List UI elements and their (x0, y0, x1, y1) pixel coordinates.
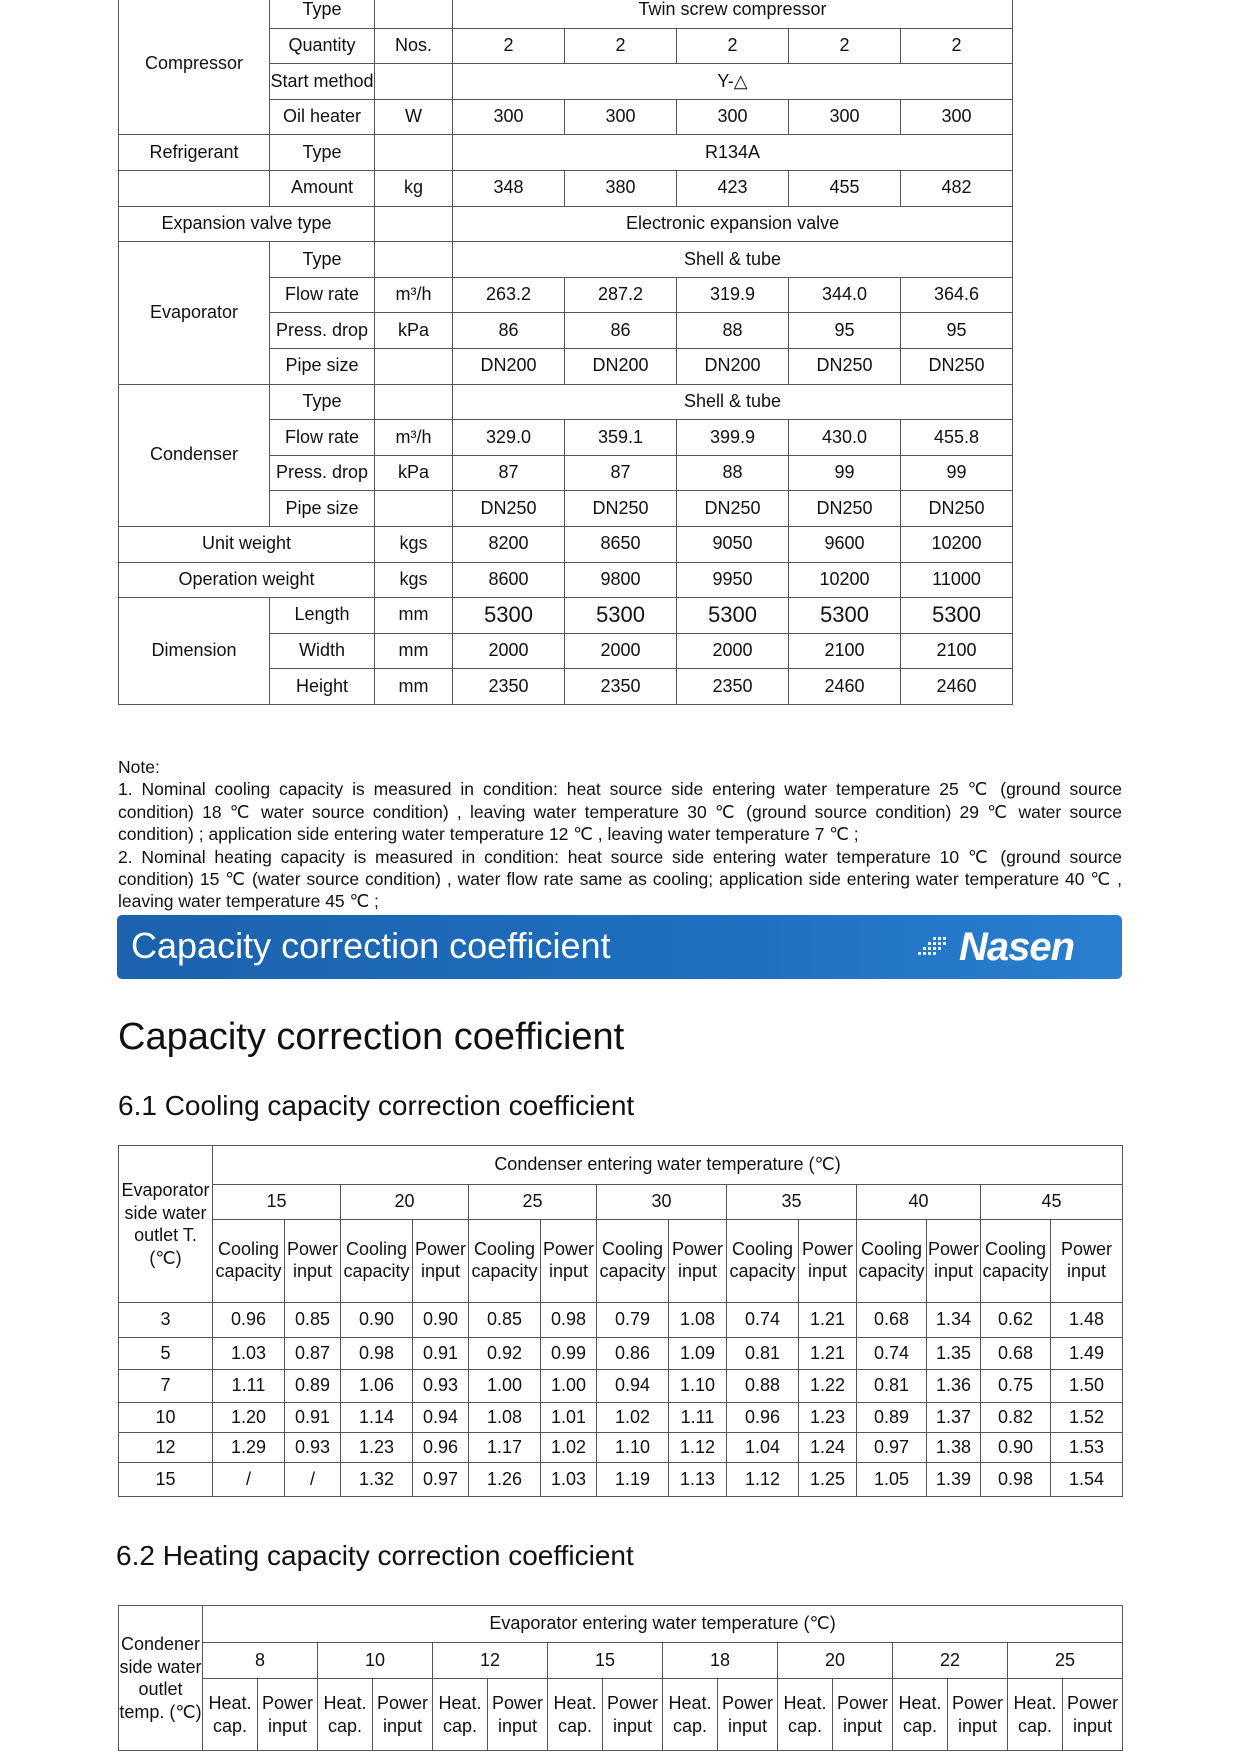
spec-param: Type (270, 384, 375, 420)
cooling-value: / (213, 1463, 285, 1497)
cooling-row-temp: 15 (119, 1463, 213, 1497)
spec-value: 5300 (677, 598, 789, 634)
spec-unit (375, 0, 453, 28)
spec-value: 2100 (901, 633, 1013, 669)
heating-header-row (119, 1606, 1123, 1643)
cooling-col-power: Power input (413, 1220, 469, 1303)
spec-row-refrigerant-amount (119, 170, 1013, 206)
note-2: 2. Nominal heating capacity is measured in condition: heat source side entering water temperature 10 ℃ (ground source condition) 15 ℃ (water source condition) , water flow rate same as cooling; application side entering water temperature 40 ℃ , leaving water temperature 45 ℃ ; (118, 846, 1122, 912)
spec-param: Type (270, 135, 375, 171)
cooling-value: 0.75 (981, 1370, 1051, 1403)
spec-unit: kPa (375, 313, 453, 349)
spec-value: 348 (453, 170, 565, 206)
cooling-value: 1.52 (1051, 1403, 1123, 1433)
spec-value: 10200 (901, 526, 1013, 562)
cooling-value: 1.02 (541, 1433, 597, 1463)
cooling-value: 0.87 (285, 1338, 341, 1370)
cooling-data-row (119, 1370, 1123, 1403)
spec-value: 287.2 (565, 277, 677, 313)
cooling-value: 1.23 (341, 1433, 413, 1463)
spec-unit: mm (375, 669, 453, 705)
cooling-temp: 25 (469, 1185, 597, 1220)
spec-merged-value: Electronic expansion valve (453, 206, 1013, 242)
cooling-value: 1.04 (727, 1433, 799, 1463)
cooling-value: 0.85 (469, 1303, 541, 1338)
cooling-value: 0.68 (857, 1303, 927, 1338)
cooling-value: 1.10 (669, 1370, 727, 1403)
cooling-subheader-row (119, 1220, 1123, 1303)
cooling-value: 1.11 (213, 1370, 285, 1403)
cooling-col-power: Power input (541, 1220, 597, 1303)
spec-value: 99 (789, 455, 901, 491)
cooling-value: 0.88 (727, 1370, 799, 1403)
heating-subtitle: 6.2 Heating capacity correction coefficient (116, 1540, 634, 1571)
cooling-value: 0.85 (285, 1303, 341, 1338)
cooling-value: 0.91 (413, 1338, 469, 1370)
spec-unit: kgs (375, 562, 453, 598)
cooling-value: 1.24 (799, 1433, 857, 1463)
heating-temp: 8 (203, 1643, 318, 1679)
spec-value: 5300 (565, 598, 677, 634)
cooling-value: 1.00 (469, 1370, 541, 1403)
cooling-value: 1.48 (1051, 1303, 1123, 1338)
heating-col-capacity: Heat. cap. (1008, 1679, 1063, 1751)
spec-param: Press. drop (270, 455, 375, 491)
spec-unit (375, 64, 453, 100)
spec-group-unit-weight: Unit weight (119, 526, 375, 562)
section-title: Capacity correction coefficient (118, 1016, 625, 1058)
spec-value: 364.6 (901, 277, 1013, 313)
cooling-value: 1.49 (1051, 1338, 1123, 1370)
heating-temp-row (119, 1643, 1123, 1679)
cooling-value: 0.93 (413, 1370, 469, 1403)
cooling-value: 1.23 (799, 1403, 857, 1433)
cooling-column-group-header: Condenser entering water temperature (℃) (213, 1146, 1123, 1185)
spec-value: 300 (789, 99, 901, 135)
spec-value: DN250 (453, 491, 565, 527)
cooling-value: 1.10 (597, 1433, 669, 1463)
spec-value: 8600 (453, 562, 565, 598)
spec-unit (375, 135, 453, 171)
spec-param: Pipe size (270, 348, 375, 384)
heating-col-power: Power input (373, 1679, 433, 1751)
banner-title: Capacity correction coefficient (131, 925, 611, 966)
spec-value: 86 (565, 313, 677, 349)
cooling-value: 0.90 (981, 1433, 1051, 1463)
cooling-temp: 15 (213, 1185, 341, 1220)
cooling-row-header: Evaporator side water outlet T. (℃) (119, 1146, 213, 1303)
cooling-value: 0.89 (857, 1403, 927, 1433)
cooling-value: 1.19 (597, 1463, 669, 1497)
cooling-value: 1.11 (669, 1403, 727, 1433)
spec-unit (375, 348, 453, 384)
spec-value: 2 (565, 28, 677, 64)
spec-value: 2 (677, 28, 789, 64)
cooling-value: 1.32 (341, 1463, 413, 1497)
spec-merged-value: Y-△ (453, 64, 1013, 100)
spec-row-condenser-type (119, 384, 1013, 420)
heating-col-power: Power input (1063, 1679, 1123, 1751)
spec-param: Flow rate (270, 420, 375, 456)
section-banner (117, 915, 1122, 979)
spec-value: 300 (453, 99, 565, 135)
spec-value: 344.0 (789, 277, 901, 313)
spec-unit: m³/h (375, 277, 453, 313)
spec-row-operation-weight (119, 562, 1013, 598)
spec-value: 9950 (677, 562, 789, 598)
spec-value: 359.1 (565, 420, 677, 456)
cooling-value: 1.09 (669, 1338, 727, 1370)
heating-col-power: Power input (258, 1679, 318, 1751)
heating-temp: 10 (318, 1643, 433, 1679)
cooling-value: 1.25 (799, 1463, 857, 1497)
spec-value: 9050 (677, 526, 789, 562)
note-1: 1. Nominal cooling capacity is measured in condition: heat source side entering water temperature 25 ℃ (ground source condition) 18 ℃ water source condition) , leaving water temperature 30 ℃ (ground source condition) 29 ℃ water source condition) ; application side entering water temperature 12 ℃ , leaving water temperature 7 ℃ ; (118, 779, 1122, 845)
spec-value: 88 (677, 455, 789, 491)
cooling-value: 1.53 (1051, 1433, 1123, 1463)
spec-value: 2 (789, 28, 901, 64)
spec-unit: Nos. (375, 28, 453, 64)
spec-value: 95 (901, 313, 1013, 349)
spec-value: 9800 (565, 562, 677, 598)
spec-group-refrigerant: Refrigerant (119, 135, 270, 171)
cooling-value: 0.74 (727, 1303, 799, 1338)
cooling-col-power: Power input (285, 1220, 341, 1303)
spec-value: 99 (901, 455, 1013, 491)
spec-value: 87 (453, 455, 565, 491)
spec-value: 329.0 (453, 420, 565, 456)
cooling-value: / (285, 1463, 341, 1497)
cooling-value: 0.74 (857, 1338, 927, 1370)
spec-value: 482 (901, 170, 1013, 206)
spec-unit: m³/h (375, 420, 453, 456)
cooling-value: 1.03 (541, 1463, 597, 1497)
heating-col-capacity: Heat. cap. (778, 1679, 833, 1751)
cooling-data-row (119, 1463, 1123, 1497)
spec-unit: mm (375, 633, 453, 669)
cooling-row-temp: 12 (119, 1433, 213, 1463)
cooling-value: 0.98 (341, 1338, 413, 1370)
spec-row-expansion-valve (119, 206, 1013, 242)
spec-unit: kPa (375, 455, 453, 491)
spec-unit: W (375, 99, 453, 135)
cooling-value: 1.01 (541, 1403, 597, 1433)
spec-value: 2000 (453, 633, 565, 669)
brand-logo: Nasen (958, 925, 1074, 969)
spec-merged-value: Shell & tube (453, 384, 1013, 420)
cooling-temp: 35 (727, 1185, 857, 1220)
cooling-value: 1.12 (669, 1433, 727, 1463)
cooling-value: 1.54 (1051, 1463, 1123, 1497)
cooling-value: 0.62 (981, 1303, 1051, 1338)
spec-value: 455.8 (901, 420, 1013, 456)
cooling-row-temp: 3 (119, 1303, 213, 1338)
cooling-col-capacity: Cooling capacity (857, 1220, 927, 1303)
cooling-data-row (119, 1403, 1123, 1433)
spec-param: Press. drop (270, 313, 375, 349)
cooling-value: 0.98 (541, 1303, 597, 1338)
spec-param: Flow rate (270, 277, 375, 313)
spec-value: 2350 (453, 669, 565, 705)
cooling-col-capacity: Cooling capacity (727, 1220, 799, 1303)
spec-value: 2350 (677, 669, 789, 705)
spec-value: DN250 (901, 348, 1013, 384)
spec-value: DN250 (789, 491, 901, 527)
spec-value: 8650 (565, 526, 677, 562)
heating-col-capacity: Heat. cap. (893, 1679, 948, 1751)
spec-param: Length (270, 598, 375, 634)
spec-unit (375, 384, 453, 420)
spec-unit (375, 491, 453, 527)
spec-param: Start method (270, 64, 375, 100)
heating-col-capacity: Heat. cap. (433, 1679, 488, 1751)
heating-temp: 25 (1008, 1643, 1123, 1679)
heating-col-capacity: Heat. cap. (203, 1679, 258, 1751)
cooling-value: 0.79 (597, 1303, 669, 1338)
cooling-value: 0.90 (413, 1303, 469, 1338)
spec-row-refrigerant-type (119, 135, 1013, 171)
cooling-value: 1.22 (799, 1370, 857, 1403)
spec-value: 263.2 (453, 277, 565, 313)
cooling-col-capacity: Cooling capacity (341, 1220, 413, 1303)
cooling-temp: 40 (857, 1185, 981, 1220)
cooling-value: 1.29 (213, 1433, 285, 1463)
cooling-data-row (119, 1303, 1123, 1338)
spec-group-operation-weight: Operation weight (119, 562, 375, 598)
cooling-value: 1.37 (927, 1403, 981, 1433)
cooling-value: 1.06 (341, 1370, 413, 1403)
cooling-row-temp: 10 (119, 1403, 213, 1433)
spec-unit: kg (375, 170, 453, 206)
cooling-value: 0.93 (285, 1433, 341, 1463)
heating-col-power: Power input (948, 1679, 1008, 1751)
cooling-temp: 45 (981, 1185, 1123, 1220)
cooling-col-power: Power input (669, 1220, 727, 1303)
cooling-value: 0.96 (727, 1403, 799, 1433)
cooling-row-temp: 5 (119, 1338, 213, 1370)
spec-value: 5300 (453, 598, 565, 634)
cooling-header-row (119, 1146, 1123, 1185)
cooling-value: 1.35 (927, 1338, 981, 1370)
spec-group-expansion: Expansion valve type (119, 206, 375, 242)
spec-merged-value: Shell & tube (453, 242, 1013, 278)
cooling-temp: 30 (597, 1185, 727, 1220)
cooling-value: 1.38 (927, 1433, 981, 1463)
cooling-col-capacity: Cooling capacity (213, 1220, 285, 1303)
spec-value: 87 (565, 455, 677, 491)
cooling-value: 0.81 (857, 1370, 927, 1403)
spec-value: 300 (677, 99, 789, 135)
spec-value: 2100 (789, 633, 901, 669)
cooling-value: 0.82 (981, 1403, 1051, 1433)
cooling-col-power: Power input (799, 1220, 857, 1303)
spec-value: 430.0 (789, 420, 901, 456)
spec-value: 300 (565, 99, 677, 135)
heating-temp: 22 (893, 1643, 1008, 1679)
cooling-col-power: Power input (927, 1220, 981, 1303)
cooling-value: 1.21 (799, 1303, 857, 1338)
spec-value: 2000 (677, 633, 789, 669)
spec-value: 9600 (789, 526, 901, 562)
heating-temp: 15 (548, 1643, 663, 1679)
cooling-value: 1.08 (669, 1303, 727, 1338)
heating-temp: 20 (778, 1643, 893, 1679)
spec-value: DN250 (677, 491, 789, 527)
cooling-value: 0.86 (597, 1338, 669, 1370)
spec-value: 319.9 (677, 277, 789, 313)
spec-value: 2000 (565, 633, 677, 669)
spec-value: DN200 (453, 348, 565, 384)
notes (118, 756, 1122, 913)
cooling-value: 0.68 (981, 1338, 1051, 1370)
cooling-correction-table (118, 1145, 1123, 1497)
cooling-value: 0.97 (857, 1433, 927, 1463)
spec-unit: kgs (375, 526, 453, 562)
spec-value: 95 (789, 313, 901, 349)
heating-col-capacity: Heat. cap. (548, 1679, 603, 1751)
spec-value: DN200 (677, 348, 789, 384)
spec-group-evaporator: Evaporator (119, 242, 270, 384)
spec-value: DN250 (565, 491, 677, 527)
spec-value: 300 (901, 99, 1013, 135)
spec-value: 455 (789, 170, 901, 206)
heating-col-power: Power input (603, 1679, 663, 1751)
spec-group-condenser: Condenser (119, 384, 270, 526)
spec-row-compressor-type (119, 0, 1013, 28)
cooling-subtitle: 6.1 Cooling capacity correction coefficient (118, 1090, 635, 1121)
cooling-value: 1.13 (669, 1463, 727, 1497)
spec-value: DN250 (789, 348, 901, 384)
spec-table (118, 0, 1013, 705)
cooling-value: 1.03 (213, 1338, 285, 1370)
heating-col-power: Power input (718, 1679, 778, 1751)
cooling-value: 0.90 (341, 1303, 413, 1338)
cooling-data-row (119, 1433, 1123, 1463)
cooling-value: 1.05 (857, 1463, 927, 1497)
cooling-temp-row (119, 1185, 1123, 1220)
cooling-value: 0.94 (413, 1403, 469, 1433)
heating-col-power: Power input (833, 1679, 893, 1751)
spec-group-empty (119, 170, 270, 206)
spec-param: Amount (270, 170, 375, 206)
spec-value: 88 (677, 313, 789, 349)
spec-value: DN250 (901, 491, 1013, 527)
spec-unit: mm (375, 598, 453, 634)
cooling-col-power: Power input (1051, 1220, 1123, 1303)
cooling-value: 0.98 (981, 1463, 1051, 1497)
cooling-value: 1.02 (597, 1403, 669, 1433)
spec-value: 5300 (901, 598, 1013, 634)
cooling-value: 0.89 (285, 1370, 341, 1403)
heating-row-header: Condener side water outlet temp. (℃) (119, 1606, 203, 1751)
spec-param: Type (270, 0, 375, 28)
spec-unit (375, 206, 453, 242)
cooling-value: 1.00 (541, 1370, 597, 1403)
cooling-value: 1.34 (927, 1303, 981, 1338)
spec-value: 380 (565, 170, 677, 206)
spec-value: 2 (453, 28, 565, 64)
spec-value: 399.9 (677, 420, 789, 456)
cooling-value: 0.91 (285, 1403, 341, 1433)
cooling-value: 0.94 (597, 1370, 669, 1403)
cooling-col-capacity: Cooling capacity (597, 1220, 669, 1303)
cooling-data-row (119, 1338, 1123, 1370)
spec-value: 5300 (789, 598, 901, 634)
notes-heading: Note: (118, 757, 160, 777)
cooling-value: 0.99 (541, 1338, 597, 1370)
spec-param: Oil heater (270, 99, 375, 135)
heating-correction-table (118, 1605, 1123, 1751)
spec-value: 10200 (789, 562, 901, 598)
cooling-value: 0.96 (413, 1433, 469, 1463)
spec-param: Quantity (270, 28, 375, 64)
cooling-value: 1.20 (213, 1403, 285, 1433)
spec-row-dimension-length (119, 598, 1013, 634)
cooling-value: 1.14 (341, 1403, 413, 1433)
spec-value: 423 (677, 170, 789, 206)
spec-row-unit-weight (119, 526, 1013, 562)
heating-col-capacity: Heat. cap. (318, 1679, 373, 1751)
spec-group-compressor: Compressor (119, 0, 270, 135)
spec-value: 2 (901, 28, 1013, 64)
spec-row-evaporator-type (119, 242, 1013, 278)
cooling-value: 0.81 (727, 1338, 799, 1370)
cooling-value: 1.39 (927, 1463, 981, 1497)
spec-value: 86 (453, 313, 565, 349)
spec-merged-value: R134A (453, 135, 1013, 171)
spec-param: Type (270, 242, 375, 278)
cooling-col-capacity: Cooling capacity (981, 1220, 1051, 1303)
cooling-col-capacity: Cooling capacity (469, 1220, 541, 1303)
spec-merged-value: Twin screw compressor (453, 0, 1013, 28)
cooling-value: 1.12 (727, 1463, 799, 1497)
cooling-row-temp: 7 (119, 1370, 213, 1403)
heating-temp: 18 (663, 1643, 778, 1679)
spec-unit (375, 242, 453, 278)
cooling-value: 1.17 (469, 1433, 541, 1463)
heating-subheader-row (119, 1679, 1123, 1751)
spec-value: 2460 (789, 669, 901, 705)
spec-value: DN200 (565, 348, 677, 384)
cooling-temp: 20 (341, 1185, 469, 1220)
cooling-value: 1.26 (469, 1463, 541, 1497)
cooling-value: 1.36 (927, 1370, 981, 1403)
spec-value: 11000 (901, 562, 1013, 598)
spec-param: Pipe size (270, 491, 375, 527)
spec-group-dimension: Dimension (119, 598, 270, 705)
cooling-value: 0.96 (213, 1303, 285, 1338)
heating-col-power: Power input (488, 1679, 548, 1751)
cooling-value: 0.97 (413, 1463, 469, 1497)
spec-param: Width (270, 633, 375, 669)
brand-mark-icon (917, 937, 957, 959)
cooling-value: 1.50 (1051, 1370, 1123, 1403)
cooling-value: 0.92 (469, 1338, 541, 1370)
spec-value: 2460 (901, 669, 1013, 705)
cooling-value: 1.08 (469, 1403, 541, 1433)
cooling-value: 1.21 (799, 1338, 857, 1370)
heating-col-capacity: Heat. cap. (663, 1679, 718, 1751)
heating-column-group-header: Evaporator entering water temperature (℃) (203, 1606, 1123, 1643)
spec-param: Height (270, 669, 375, 705)
heating-temp: 12 (433, 1643, 548, 1679)
spec-value: 2350 (565, 669, 677, 705)
spec-value: 8200 (453, 526, 565, 562)
